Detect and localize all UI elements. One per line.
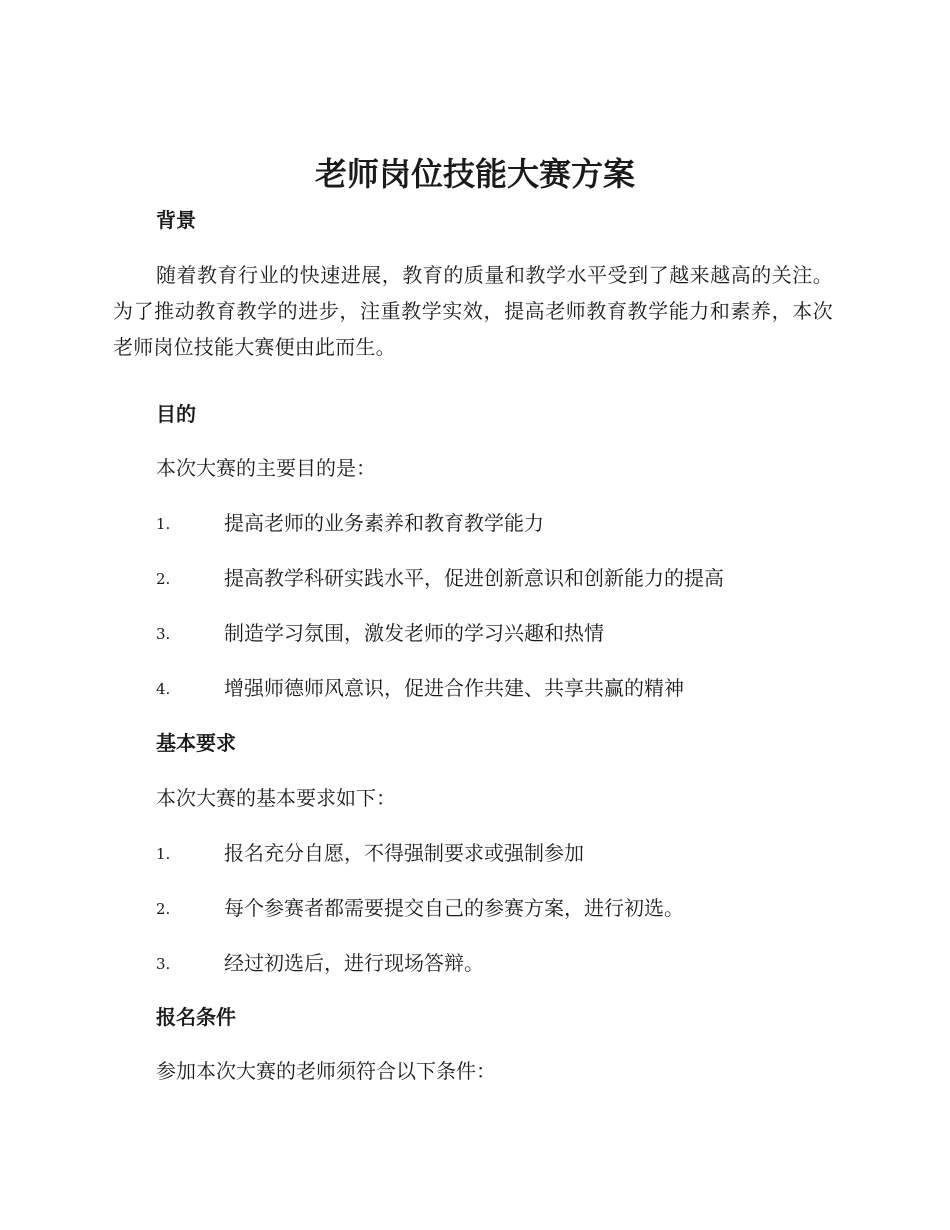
purpose-intro: 本次大赛的主要目的是： bbox=[156, 456, 376, 480]
list-item-number: 4. bbox=[156, 680, 171, 698]
list-item-number: 3. bbox=[156, 955, 171, 973]
list-item-text: 每个参赛者都需要提交自己的参赛方案，进行初选。 bbox=[224, 896, 684, 920]
background-paragraph: 随着教育行业的快速进展，教育的质量和教学水平受到了越来越高的关注。为了推动教育教学的进步，注重教学实效，提高老师教育教学能力和素养，本次老师岗位技能大赛便由此而生。 bbox=[113, 263, 833, 359]
list-item-text: 提高老师的业务素养和教育教学能力 bbox=[224, 511, 544, 535]
list-item-number: 2. bbox=[156, 900, 171, 918]
list-item-text: 报名充分自愿，不得强制要求或强制参加 bbox=[224, 841, 584, 865]
section-heading-purpose: 目的 bbox=[156, 402, 196, 426]
list-item-text: 制造学习氛围，激发老师的学习兴趣和热情 bbox=[224, 621, 604, 645]
list-item-number: 1. bbox=[156, 515, 171, 533]
document-title: 老师岗位技能大赛方案 bbox=[314, 155, 635, 193]
section-heading-requirements: 基本要求 bbox=[156, 731, 236, 755]
section-heading-background: 背景 bbox=[156, 208, 196, 232]
section-heading-eligibility: 报名条件 bbox=[156, 1005, 236, 1029]
eligibility-intro: 参加本次大赛的老师须符合以下条件： bbox=[156, 1059, 496, 1083]
list-item-number: 1. bbox=[156, 845, 171, 863]
list-item-text: 提高教学科研实践水平，促进创新意识和创新能力的提高 bbox=[224, 566, 724, 590]
requirements-intro: 本次大赛的基本要求如下： bbox=[156, 786, 396, 810]
list-item-text: 增强师德师风意识，促进合作共建、共享共赢的精神 bbox=[224, 676, 684, 700]
list-item-number: 3. bbox=[156, 625, 171, 643]
list-item-text: 经过初选后，进行现场答辩。 bbox=[224, 951, 484, 975]
list-item-number: 2. bbox=[156, 570, 171, 588]
